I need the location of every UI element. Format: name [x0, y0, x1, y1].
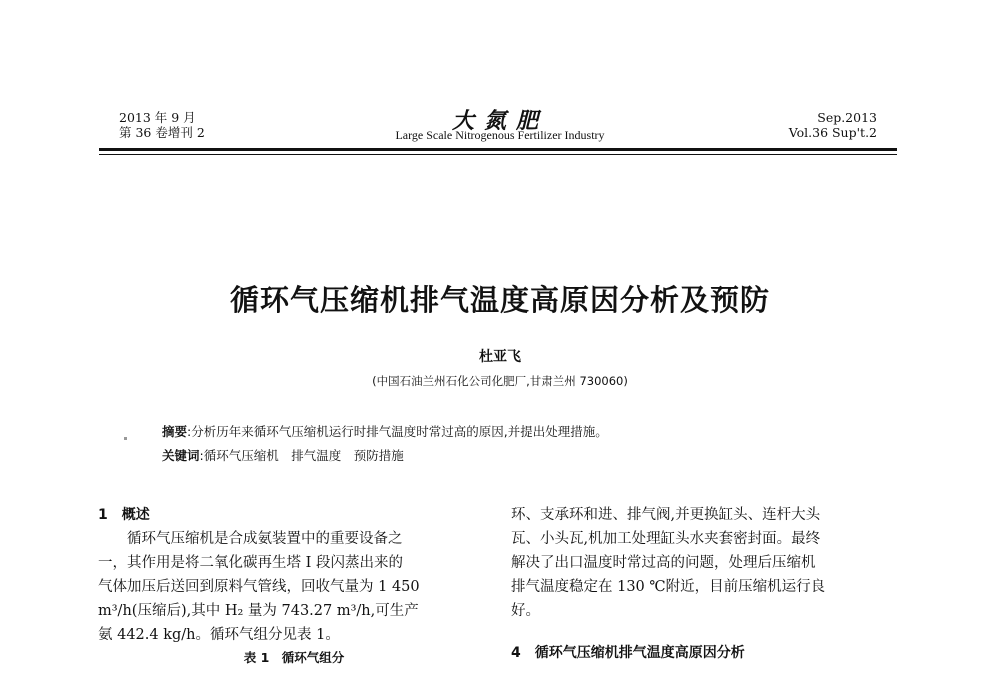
- keywords: [162, 446, 404, 464]
- abstract-text: :分析历年来循环气压缩机运行时排气温度时常过高的原因,并提出处理措施。: [187, 424, 608, 439]
- header-issue-english: [789, 110, 877, 140]
- keywords-label: 关键词: [162, 448, 200, 463]
- abstract: [162, 422, 608, 440]
- header-date: 2013 年 9 月: [119, 110, 196, 125]
- header-rule-thick: [99, 148, 897, 151]
- header-rule-thin: [99, 154, 897, 155]
- paragraph-line: m³/h(压缩后),其中 H₂ 量为 743.27 m³/h,可生产: [98, 603, 419, 619]
- paragraph-line: 一，其作用是将二氧化碳再生塔 Ⅰ 段闪蒸出来的: [98, 555, 403, 571]
- header-volume-english: Vol.36 Sup't.2: [788, 125, 877, 140]
- journal-english-name: Large Scale Nitrogenous Fertilizer Industry: [395, 128, 605, 142]
- right-column: [511, 503, 901, 665]
- paragraph-line: 好。: [511, 603, 540, 619]
- keywords-text: :循环气压缩机 排气温度 预防措施: [199, 448, 404, 463]
- author-affiliation: (中国石油兰州石化公司化肥厂,甘肃兰州 730060): [372, 374, 628, 388]
- article-title: 循环气压缩机排气温度高原因分析及预防: [229, 283, 770, 317]
- journal-logo: 大氮肥: [451, 108, 548, 134]
- spacer: [511, 623, 901, 641]
- paragraph-line: 排气温度稳定在 130 ℃附近，目前压缩机运行良: [511, 579, 826, 595]
- article-author: 杜亚飞: [479, 349, 521, 365]
- paragraph-line: 气体加压后送回到原料气管线，回收气量为 1 450: [98, 579, 420, 595]
- paragraph-line: 瓦、小头瓦,机加工处理缸头水夹套密封面。最终: [511, 531, 821, 547]
- scan-artifact: [124, 437, 127, 440]
- paragraph-line: 循环气压缩机是合成氨装置中的重要设备之: [127, 531, 403, 547]
- paragraph-line: 环、支承环和进、排气阀,并更换缸头、连杆大头: [511, 507, 821, 523]
- paragraph-line: 解决了出口温度时常过高的问题，处理后压缩机: [511, 555, 816, 571]
- header-date-english: Sep.2013: [817, 110, 877, 125]
- left-column: [98, 503, 490, 669]
- section-heading-overview: 1 概述: [98, 507, 150, 523]
- section-heading-cause-analysis: 4 循环气压缩机排气温度高原因分析: [511, 645, 745, 661]
- header-volume: 第 36 卷增刊 2: [119, 125, 205, 140]
- abstract-label: 摘要: [162, 424, 188, 439]
- paragraph-line: 氨 442.4 kg/h。循环气组分见表 1。: [98, 627, 340, 643]
- table-caption: 表 1 循环气组分: [243, 650, 345, 665]
